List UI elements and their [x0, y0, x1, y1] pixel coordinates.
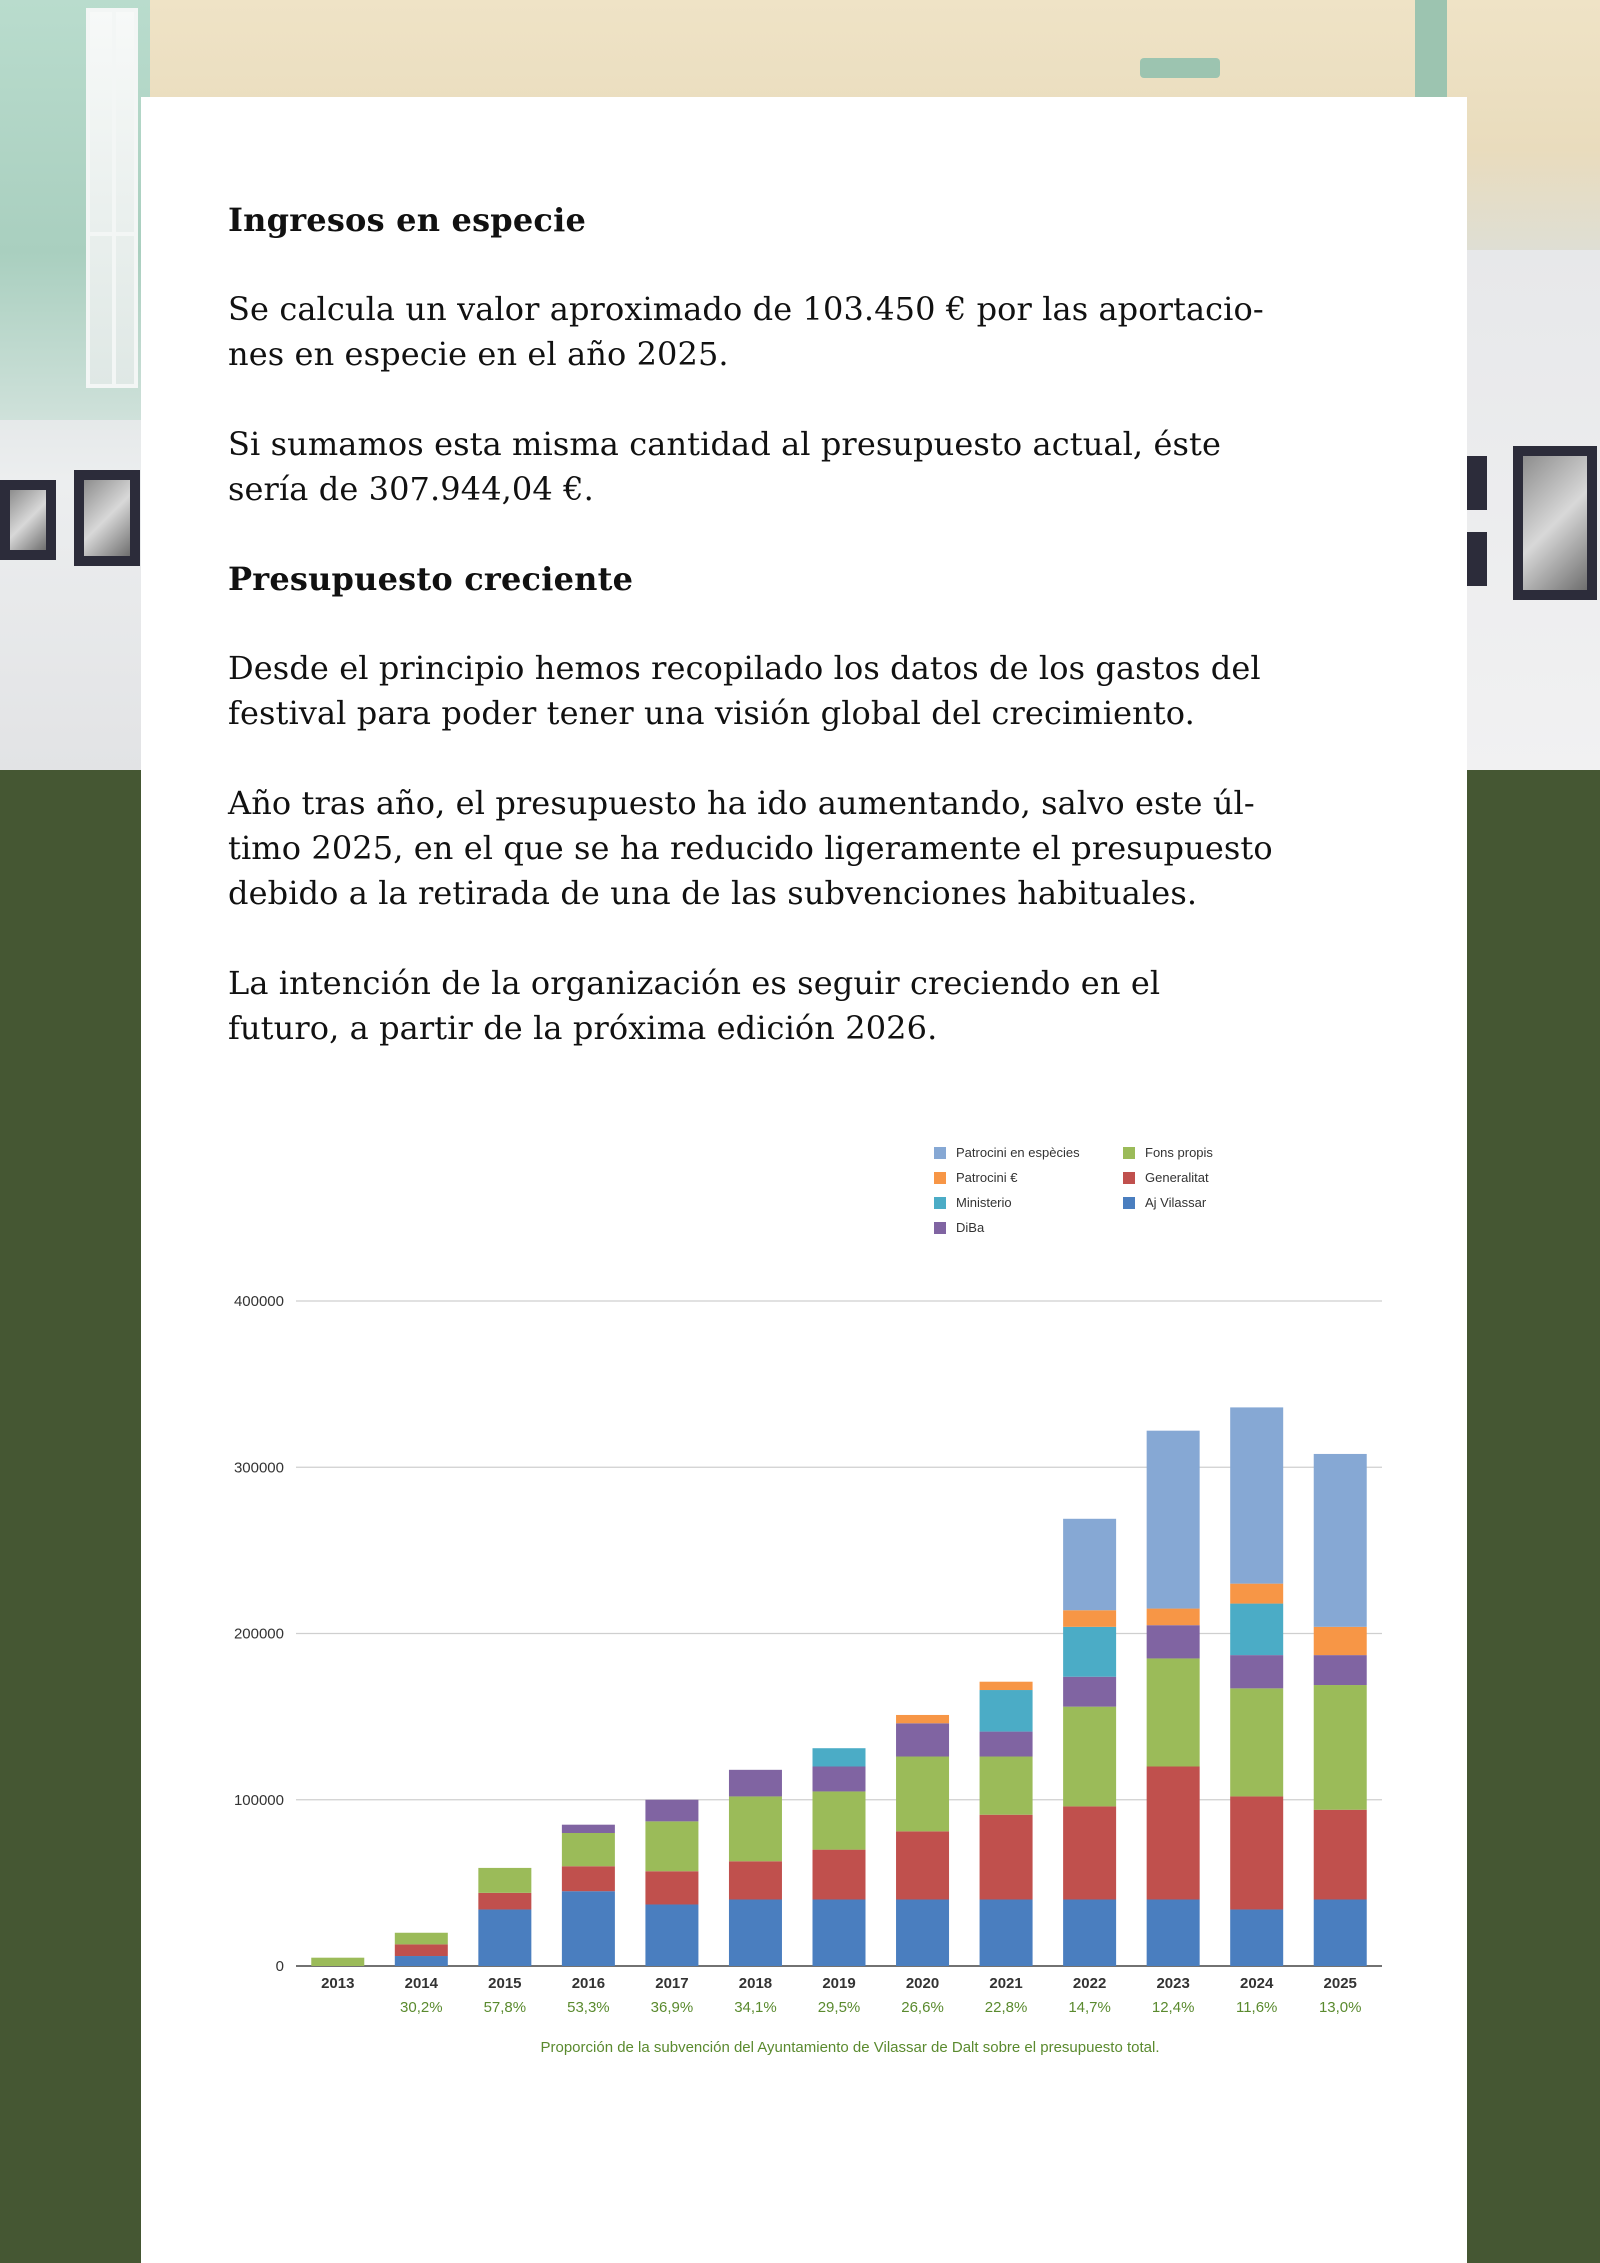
bar-segment [1230, 1655, 1283, 1688]
bar-segment [1063, 1707, 1116, 1807]
bar-segment [645, 1871, 698, 1904]
x-tick-label: 2021 [989, 1975, 1023, 1992]
legend-label: DiBa [956, 1220, 985, 1235]
bar-segment [896, 1900, 949, 1967]
bar-segment [1063, 1806, 1116, 1899]
framed-photo [1467, 456, 1487, 510]
paragraph-line: sería de 307.944,04 €. [228, 470, 594, 508]
legend-label: Aj Vilassar [1145, 1195, 1207, 1210]
x-tick-label: 2020 [905, 1975, 940, 1992]
bar-segment [896, 1715, 949, 1723]
budget-chart [200, 1130, 1430, 2080]
paragraph-line: futuro, a partir de la próxima edición 2026. [228, 1009, 938, 1047]
paragraph-line: Desde el principio hemos recopilado los datos de los gastos del [228, 649, 1261, 687]
legend-label: Patrocini € [956, 1170, 1018, 1185]
proportion-label: 57,8% [483, 1999, 527, 2016]
heading-ingresos-especie: Ingresos en especie [228, 201, 587, 239]
chart-caption: Proporción de la subvención del Ayuntamiento de Vilassar de Dalt sobre el presupuesto total. [540, 2039, 1160, 2056]
legend-label: Patrocini en espècies [956, 1145, 1080, 1160]
proportion-label: 11,6% [1235, 1999, 1278, 2016]
bar-segment [729, 1770, 782, 1797]
bar-segment [562, 1833, 615, 1866]
bar-segment [813, 1900, 866, 1967]
gallery-column [1415, 0, 1447, 100]
bar-segment [896, 1757, 949, 1832]
bar-segment [1063, 1610, 1116, 1627]
legend-label: Generalitat [1145, 1170, 1209, 1185]
bar-segment [980, 1690, 1033, 1732]
bar-segment [1063, 1677, 1116, 1707]
x-tick-label: 2024 [1240, 1975, 1274, 1992]
proportion-label: 29,5% [817, 1999, 861, 2016]
y-tick-label: 0 [275, 1958, 284, 1975]
bar-segment [645, 1800, 698, 1822]
proportion-label: 30,2% [400, 1999, 443, 2016]
bar-segment [1230, 1407, 1283, 1583]
bar-segment [478, 1893, 531, 1910]
bar-segment [813, 1791, 866, 1849]
bar-segment [729, 1796, 782, 1861]
x-tick-label: 2022 [1072, 1975, 1107, 1992]
bar-segment [1230, 1909, 1283, 1966]
bar-segment [1314, 1810, 1367, 1900]
bar-segment [1147, 1767, 1200, 1900]
bar-segment [562, 1825, 615, 1833]
bar-segment [980, 1757, 1033, 1815]
bar-segment [1147, 1625, 1200, 1658]
bar-segment [813, 1850, 866, 1900]
bar-segment [1230, 1796, 1283, 1909]
legend-label: Fons propis [1145, 1145, 1213, 1160]
x-tick-label: 2015 [488, 1975, 522, 1992]
framed-photo [1467, 532, 1487, 586]
proportion-label: 14,7% [1068, 1999, 1111, 2016]
bar-segment [395, 1944, 448, 1956]
bar-segment [645, 1821, 698, 1871]
paragraph-line: debido a la retirada de una de las subvenciones habituales. [228, 874, 1198, 912]
bar-segment [478, 1909, 531, 1966]
paragraph-line: nes en especie en el año 2025. [228, 335, 729, 373]
bar-segment [813, 1748, 866, 1766]
framed-photo [0, 480, 56, 560]
bar-segment [1314, 1655, 1367, 1685]
x-tick-label: 2017 [655, 1975, 689, 1992]
paragraph-line: Año tras año, el presupuesto ha ido aumentando, salvo este úl- [228, 784, 1255, 822]
chart-plot [200, 1130, 1430, 2030]
bar-segment [980, 1900, 1033, 1967]
bar-segment [311, 1958, 364, 1966]
paragraph-line: timo 2025, en el que se ha reducido ligeramente el presupuesto [228, 829, 1273, 867]
heading-presupuesto-creciente: Presupuesto creciente [228, 560, 634, 598]
paragraph-line: La intención de la organización es seguir creciendo en el [228, 964, 1161, 1002]
legend-label: Ministerio [956, 1195, 1012, 1210]
bar-segment [478, 1868, 531, 1893]
bar-segment [1147, 1658, 1200, 1766]
bar-segment [980, 1732, 1033, 1757]
paragraph-line: Se calcula un valor aproximado de 103.450 € por las aportacio- [228, 290, 1264, 328]
paragraph-line: festival para poder tener una visión global del crecimiento. [228, 694, 1195, 732]
gallery-window [86, 8, 138, 388]
bar-segment [395, 1956, 448, 1966]
proportion-label: 22,8% [984, 1999, 1028, 2016]
bar-segment [980, 1682, 1033, 1690]
bar-segment [395, 1933, 448, 1945]
x-tick-label: 2019 [822, 1975, 856, 1992]
proportion-label: 34,1% [734, 1999, 777, 2016]
proportion-label: 53,3% [567, 1999, 610, 2016]
framed-photo [74, 470, 140, 566]
bar-segment [1147, 1431, 1200, 1609]
bar-segment [562, 1866, 615, 1891]
bar-segment [1147, 1609, 1200, 1626]
bar-segment [729, 1900, 782, 1967]
bar-segment [1314, 1454, 1367, 1627]
gallery-beam [1140, 58, 1220, 78]
proportion-label: 36,9% [650, 1999, 694, 2016]
bar-segment [896, 1723, 949, 1756]
y-tick-label: 400000 [233, 1293, 284, 1310]
bar-segment [1063, 1627, 1116, 1677]
x-tick-label: 2014 [404, 1975, 438, 1992]
bar-segment [1230, 1584, 1283, 1604]
bar-segment [1063, 1900, 1116, 1967]
bar-segment [1230, 1688, 1283, 1796]
x-tick-label: 2018 [738, 1975, 773, 1992]
proportion-label: 26,6% [901, 1999, 944, 2016]
proportion-label: 12,4% [1151, 1999, 1195, 2016]
paragraph-line: Si sumamos esta misma cantidad al presupuesto actual, éste [228, 425, 1222, 463]
bar-segment [1147, 1900, 1200, 1967]
proportion-label: 13,0% [1318, 1999, 1362, 2016]
x-tick-label: 2023 [1156, 1975, 1190, 1992]
bar-segment [980, 1815, 1033, 1900]
bar-segment [645, 1904, 698, 1966]
y-tick-label: 200000 [233, 1625, 284, 1643]
bar-segment [729, 1861, 782, 1899]
bar-segment [813, 1767, 866, 1792]
bar-segment [1314, 1627, 1367, 1655]
bar-segment [1314, 1685, 1367, 1810]
y-tick-label: 300000 [233, 1459, 284, 1477]
bar-segment [896, 1831, 949, 1899]
bar-segment [1230, 1604, 1283, 1656]
article-text [228, 198, 1378, 1051]
framed-photo [1513, 446, 1597, 600]
bar-segment [1314, 1900, 1367, 1967]
x-tick-label: 2025 [1323, 1975, 1357, 1992]
x-tick-label: 2013 [321, 1975, 355, 1992]
bar-segment [1063, 1519, 1116, 1610]
bar-segment [562, 1891, 615, 1966]
x-tick-label: 2016 [571, 1975, 606, 1992]
y-tick-label: 100000 [233, 1791, 284, 1809]
